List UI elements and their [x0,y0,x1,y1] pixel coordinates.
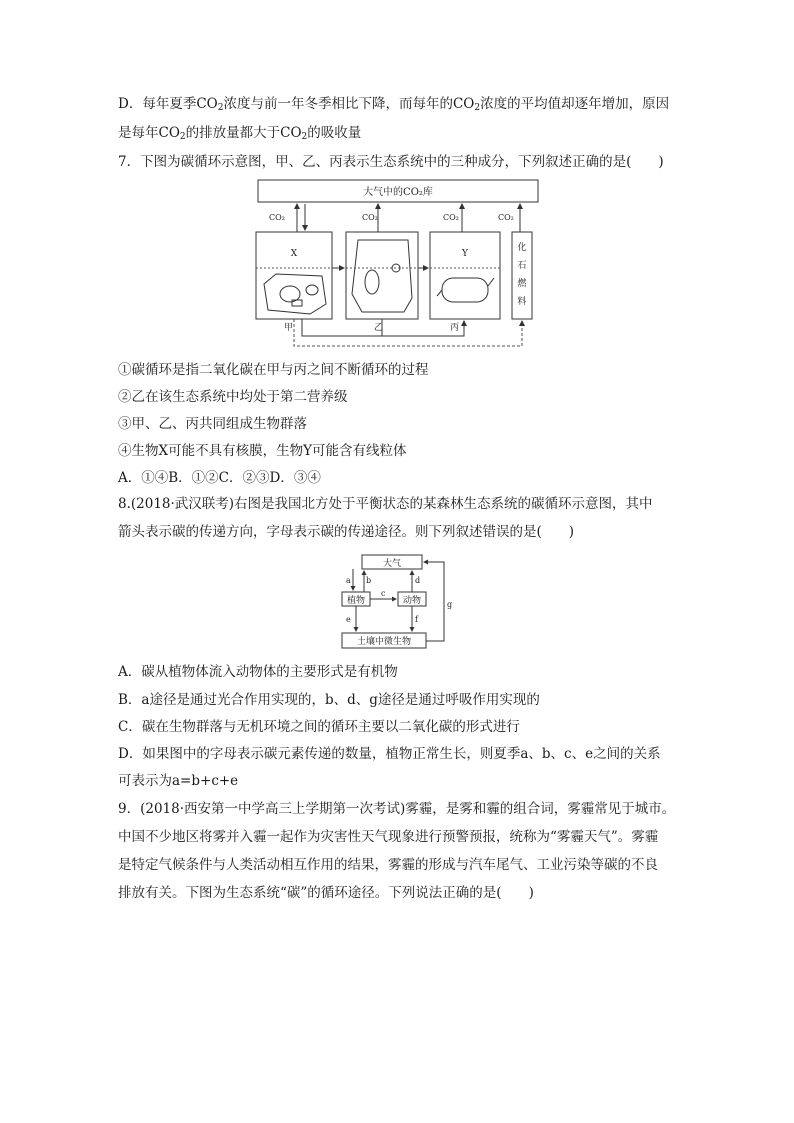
q7-statement-2: ②乙在该生态系统中均处于第二营养级 [118,389,348,405]
q7-statement-4: ④生物X可能不具有核膜，生物Y可能含有线粒体 [118,443,407,459]
subscript: 2 [474,103,481,113]
q8-option-d-line1: D．如果图中的字母表示碳元素传递的数量，植物正常生长，则夏季a、b、c、e之间的关系 [118,746,661,762]
q7-statement-3: ③甲、乙、丙共同组成生物群落 [118,416,307,432]
text: 的吸收量 [307,125,362,141]
subscript: 2 [217,103,224,113]
q9-line3: 是特定气候条件与人类活动相互作用的结果，雾霾的形成与汽车尾气、工业污染等碳的不良 [118,857,658,873]
label-d: d [415,576,421,585]
text: 的排放量都大于CO [185,125,302,141]
label-b: b [366,576,372,585]
atmosphere-label: 大气 [382,559,402,569]
label-jia: 甲 [284,323,294,333]
label-g: g [447,600,453,609]
atmosphere-co2-label: 大气中的CO₂库 [363,187,433,198]
label-f: f [415,615,418,624]
q9-line2: 中国不少地区将雾并入霾一起作为灾害性天气现象进行预警预报，统称为“雾霾天气”。雾霾 [118,829,659,845]
co2-label-fossil: CO₂ [498,213,514,222]
subscript: 2 [301,132,308,142]
co2-label-x: CO₂ [269,213,285,222]
q7-statement-1: ①碳循环是指二氧化碳在甲与丙之间不断循环的过程 [118,362,429,378]
label-e: e [346,615,351,624]
label-c: c [381,589,386,598]
q8-option-a: A．碳从植物体流入动物体的主要形式是有机物 [118,664,398,680]
q7-stem: 7．下图为碳循环示意图，甲、乙、丙表示生态系统中的三种成分，下列叙述正确的是( ) [118,154,664,170]
microbes-label: 土壤中微生物 [356,637,412,647]
q9-line1: 9．(2018·西安第一中学高三上学期第一次考试)雾霾，是雾和霾的组合词，雾霾常见于城市。 [118,801,676,817]
text: 浓度的平均值却逐年增加，原因 [480,96,670,112]
fossil-char-1: 化 [517,243,527,253]
label-yi: 乙 [374,323,384,333]
co2-label-yi: CO₂ [362,213,378,222]
q6-option-d-line2 [118,124,361,146]
fossil-char-4: 料 [517,297,527,307]
plants-label: 植物 [346,596,366,606]
x-label: X [290,249,298,259]
text: 浓度与前一年冬季相比下降，而每年的CO [223,96,475,112]
y-label: Y [462,249,468,259]
q6-option-d-line1 [118,95,669,117]
q9-line4: 排放有关。下图为生态系统“碳”的循环途径。下列说法正确的是( ) [118,885,534,901]
co2-label-y: CO₂ [443,213,459,222]
q7-options: A．①④B．①②C．②③D．③④ [118,470,321,486]
carbon-cycle-diagram-q7 [254,178,544,354]
label-bing: 丙 [450,323,460,333]
subscript: 2 [179,132,186,142]
q8-stem-line2: 箭头表示碳的传递方向，字母表示碳的传递途径。则下列叙述错误的是( ) [118,524,575,540]
animals-label: 动物 [402,596,422,606]
q8-stem-line1: 8.(2018·武汉联考)右图是我国北方处于平衡状态的某森林生态系统的碳循环示意图，其中 [118,496,653,512]
q8-option-b: B．a途径是通过光合作用实现的，b、d、g途径是通过呼吸作用实现的 [118,692,540,708]
text: 是每年CO [118,125,180,141]
fossil-char-3: 燃 [517,279,527,289]
carbon-cycle-diagram-q8 [336,549,466,655]
q8-option-d-line2: 可表示为a=b+c+e [118,773,239,789]
text: D．每年夏季CO [118,96,218,112]
fossil-char-2: 石 [517,261,527,271]
label-a: a [346,576,351,585]
q8-option-c: C．碳在生物群落与无机环境之间的循环主要以二氧化碳的形式进行 [118,719,520,735]
